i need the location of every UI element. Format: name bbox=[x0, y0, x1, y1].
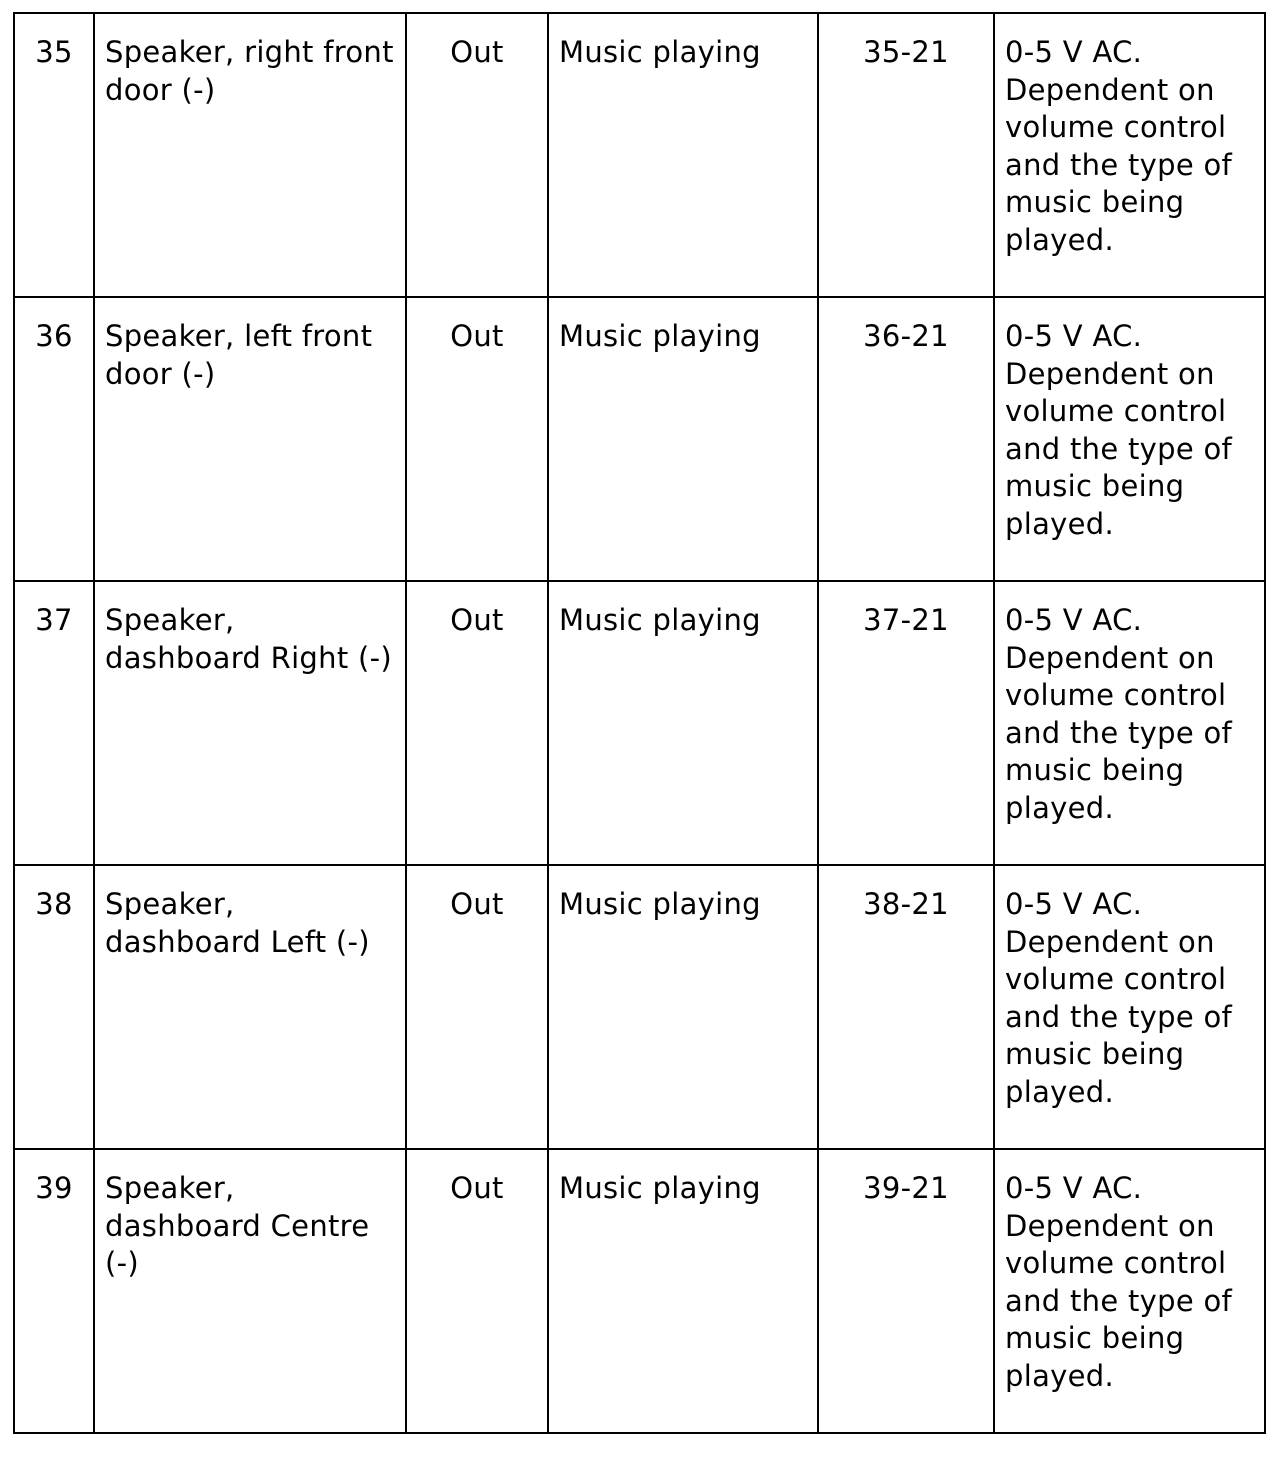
description-cell: Speaker, dashboard Right (-) bbox=[94, 581, 406, 865]
value-cell: 0-5 V AC. Dependent on volume control and the type of music being played. bbox=[994, 297, 1265, 581]
table-row bbox=[14, 297, 1265, 581]
description-cell: Speaker, dashboard Left (-) bbox=[94, 865, 406, 1149]
table-row bbox=[14, 581, 1265, 865]
direction-cell: Out bbox=[406, 1149, 548, 1433]
direction-cell: Out bbox=[406, 865, 548, 1149]
pin-number-cell: 39 bbox=[14, 1149, 94, 1433]
direction-cell: Out bbox=[406, 581, 548, 865]
condition-cell: Music playing bbox=[548, 297, 818, 581]
measure-pins-cell: 39-21 bbox=[818, 1149, 994, 1433]
pin-number-cell: 38 bbox=[14, 865, 94, 1149]
condition-cell: Music playing bbox=[548, 13, 818, 297]
pin-number-cell: 35 bbox=[14, 13, 94, 297]
condition-cell: Music playing bbox=[548, 865, 818, 1149]
table-row bbox=[14, 1149, 1265, 1433]
direction-cell: Out bbox=[406, 13, 548, 297]
description-cell: Speaker, left front door (-) bbox=[94, 297, 406, 581]
value-cell: 0-5 V AC. Dependent on volume control and the type of music being played. bbox=[994, 581, 1265, 865]
description-cell: Speaker, right front door (-) bbox=[94, 13, 406, 297]
value-cell: 0-5 V AC. Dependent on volume control and the type of music being played. bbox=[994, 13, 1265, 297]
measure-pins-cell: 35-21 bbox=[818, 13, 994, 297]
description-cell: Speaker, dashboard Centre (-) bbox=[94, 1149, 406, 1433]
measure-pins-cell: 36-21 bbox=[818, 297, 994, 581]
measure-pins-cell: 37-21 bbox=[818, 581, 994, 865]
condition-cell: Music playing bbox=[548, 581, 818, 865]
condition-cell: Music playing bbox=[548, 1149, 818, 1433]
table-row bbox=[14, 13, 1265, 297]
measure-pins-cell: 38-21 bbox=[818, 865, 994, 1149]
value-cell: 0-5 V AC. Dependent on volume control and the type of music being played. bbox=[994, 1149, 1265, 1433]
value-cell: 0-5 V AC. Dependent on volume control and the type of music being played. bbox=[994, 865, 1265, 1149]
pin-number-cell: 37 bbox=[14, 581, 94, 865]
table-row bbox=[14, 865, 1265, 1149]
pin-number-cell: 36 bbox=[14, 297, 94, 581]
table-body bbox=[14, 13, 1265, 1433]
direction-cell: Out bbox=[406, 297, 548, 581]
pin-table bbox=[13, 12, 1266, 1434]
